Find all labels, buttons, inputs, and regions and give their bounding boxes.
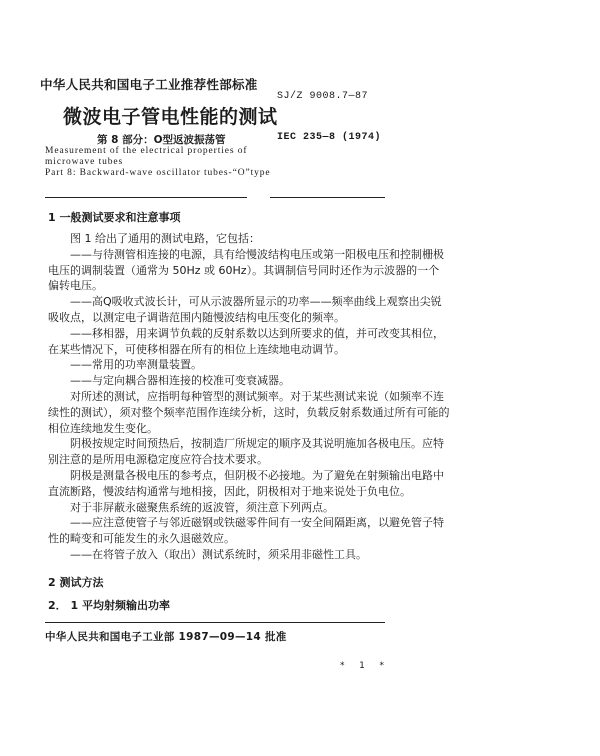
paragraph-line: ——高Q吸收式波长计，可从示波器所显示的功率——频率曲线上观察出尖锐 [70, 295, 442, 309]
standard-category: 中华人民共和国电子工业推荐性部标准 [40, 77, 258, 92]
paragraph-line: ——与待测管相连接的电源，具有给慢波结构电压或第一阳极电压和控制栅极 [70, 247, 444, 261]
paragraph-line: 性的畸变和可能发生的永久退磁效应。 [48, 532, 235, 546]
english-title-line: Part 8: Backward-wave oscillator tubes-“O”type [45, 168, 271, 178]
paragraph-line: ——在将管子放入（取出）测试系统时，须采用非磁性工具。 [70, 548, 367, 561]
paragraph-line: 阴极按规定时间预热后，按制造厂所规定的顺序及其说明施加各极电压。应特 [70, 437, 444, 451]
part-title: 第 8 部分：O型返波振荡管 [97, 134, 226, 146]
english-title-line: Measurement of the electrical properties of [45, 146, 248, 156]
paragraph-line: 续性的测试），须对整个频率范围作连续分析，这时，负载反射系数通过所有可能的 [48, 405, 450, 419]
paragraph-line: 吸收点，以测定电子调谐范围内随慢波结构电压变化的频率。 [48, 311, 345, 324]
document-title: 微波电子管电性能的测试 [63, 106, 278, 128]
paragraph-line: 别注意的是所用电源稳定度应符合技术要求。 [48, 453, 268, 467]
paragraph-line: 相位连续地发生变化。 [48, 421, 158, 435]
paragraph-line: ——移相器，用来调节负载的反射系数以达到所要求的值，并可改变其相位， [70, 326, 444, 340]
paragraph-line: 偏转电压。 [48, 279, 103, 293]
footer-divider [45, 622, 385, 623]
header-divider-left [45, 197, 247, 198]
section-2-1-heading: 2． 1 平均射频输出功率 [48, 599, 170, 612]
iec-reference: IEC 235—8 (1974) [277, 132, 382, 143]
paragraph-line: 在某些情况下，可使移相器在所有的相位上连续地电动调节。 [48, 342, 345, 356]
approval-line: 中华人民共和国电子工业部 1987—09—14 批准 [45, 631, 287, 643]
section-2-heading: 2 测试方法 [48, 576, 104, 589]
paragraph-line: 图 1 给出了通用的测试电路，它包括： [70, 232, 260, 245]
paragraph-line: ——与定向耦合器相连接的校准可变衰减器。 [70, 374, 290, 388]
paragraph-line: ——常用的功率测量装置。 [70, 358, 202, 372]
paragraph-line: 阴极是测量各极电压的参考点，但阴极不必接地。为了避免在射频输出电路中 [70, 469, 444, 482]
paragraph-line: 对于非屏蔽永磁聚焦系统的返波管，须注意下列两点。 [70, 500, 334, 514]
paragraph-line: ——应注意使管子与邻近磁钢或铁磁零件间有一安全间隔距离，以避免管子特 [70, 516, 444, 530]
standard-code: SJ/Z 9008.7—87 [277, 91, 369, 102]
paragraph-line: 直流断路，慢波结构通常与地相接，因此，阴极相对于地来说处于负电位。 [48, 484, 411, 498]
page-number: * 1 * [340, 661, 384, 671]
english-title-line: microwave tubes [45, 157, 124, 167]
section-1-heading: 1 一般测试要求和注意事项 [48, 211, 181, 224]
header-divider-right [270, 197, 385, 198]
paragraph-line: 电压的调制装置（通常为 50Hz 或 60Hz）。其调制信号同时还作为示波器的一个 [48, 263, 440, 277]
paragraph-line: 对所述的测试，应指明每种管型的测试频率。对于某些测试来说（如频率不连 [70, 390, 444, 403]
